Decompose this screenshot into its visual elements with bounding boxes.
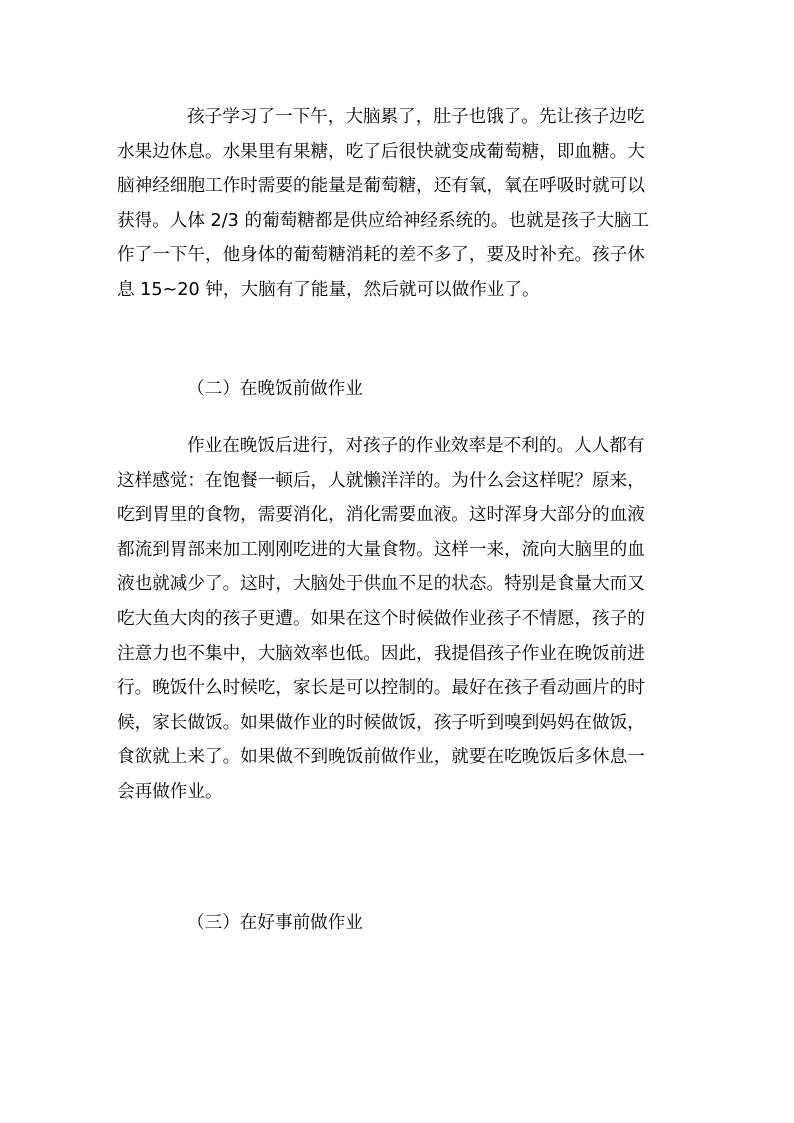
text-line: 会再做作业。	[117, 781, 223, 802]
text-line: 作业在晚饭后进行，对孩子的作业效率是不利的。人人都有	[187, 436, 645, 456]
text-line: 脑神经细胞工作时需要的能量是葡萄糖，还有氧，氧在呼吸时就可以	[117, 176, 645, 197]
paragraph-2	[117, 429, 677, 810]
paragraph-1	[117, 100, 677, 308]
text-line: 孩子学习了一下午，大脑累了，肚子也饿了。先让孩子边吃	[187, 107, 645, 127]
text-line: 吃到胃里的食物，需要消化，消化需要血液。这时浑身大部分的血液	[117, 505, 645, 526]
text-line: 都流到胃部来加工刚刚吃进的大量食物。这样一来，流向大脑里的血	[117, 539, 645, 560]
text-line: 食欲就上来了。如果做不到晚饭前做作业，就要在吃晚饭后多休息一	[117, 747, 645, 768]
text-line: 作了一下午，他身体的葡萄糖消耗的差不多了，要及时补充。孩子休	[117, 245, 645, 266]
text-line: 获得。人体 2/3 的葡萄糖都是供应给神经系统的。也就是孩子大脑工	[117, 210, 650, 231]
text-line: 候，家长做饭。如果做作业的时候做饭，孩子听到嗅到妈妈在做饭，	[117, 712, 645, 733]
section-heading-3: （三）在好事前做作业	[187, 913, 363, 933]
text-line: 水果边休息。水果里有果糖，吃了后很快就变成葡萄糖，即血糖。大	[117, 141, 645, 162]
text-line: 行。晚饭什么时候吃，家长是可以控制的。最好在孩子看动画片的时	[117, 678, 645, 699]
section-heading-2: （二）在晚饭前做作业	[187, 379, 363, 399]
text-line: 吃大鱼大肉的孩子更遭。如果在这个时候做作业孩子不情愿，孩子的	[117, 608, 645, 629]
text-line: 注意力也不集中，大脑效率也低。因此，我提倡孩子作业在晚饭前进	[117, 643, 645, 664]
text-line: 液也就减少了。这时，大脑处于供血不足的状态。特别是食量大而又	[117, 574, 645, 595]
text-line: 这样感觉：在饱餐一顿后，人就懒洋洋的。为什么会这样呢？原来，	[117, 470, 645, 491]
text-line: 息 15~20 钟，大脑有了能量，然后就可以做作业了。	[117, 279, 540, 300]
